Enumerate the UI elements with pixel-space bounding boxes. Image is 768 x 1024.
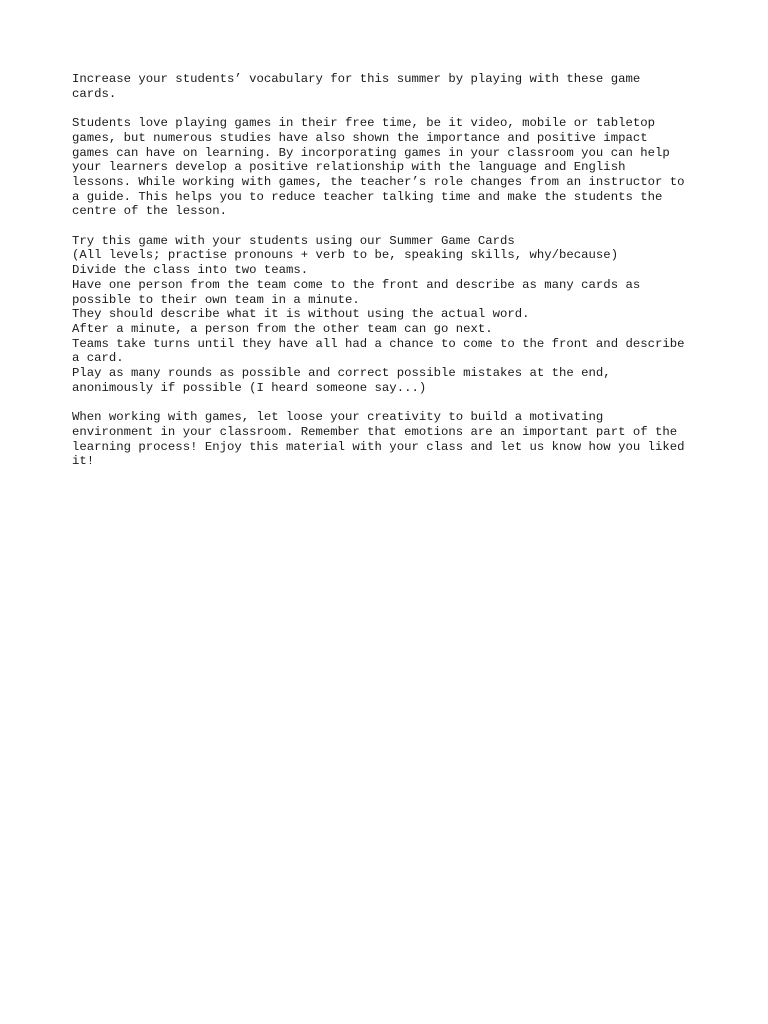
instructions-paragraph xyxy=(72,234,712,396)
text-line: cards. xyxy=(72,86,117,101)
intro-paragraph xyxy=(72,72,712,101)
text-line: games, but numerous studies have also shown the importance and positive impact xyxy=(72,130,648,145)
text-line: it! xyxy=(72,454,95,469)
text-line: (All levels; practise pronouns + verb to be, speaking skills, why/because) xyxy=(72,248,619,263)
text-line: games can have on learning. By incorporating games in your classroom you can help xyxy=(72,145,670,160)
text-line: a guide. This helps you to reduce teacher talking time and make the students the xyxy=(72,189,663,204)
text-line: learning process! Enjoy this material with your class and let us know how you liked xyxy=(72,439,685,454)
text-line: After a minute, a person from the other team can go next. xyxy=(72,321,493,336)
games-paragraph xyxy=(72,116,712,219)
text-line: Students love playing games in their free time, be it video, mobile or tabletop xyxy=(72,116,655,131)
text-line: When working with games, let loose your creativity to build a motivating xyxy=(72,410,604,425)
text-line: centre of the lesson. xyxy=(72,204,227,219)
text-line: possible to their own team in a minute. xyxy=(72,292,360,307)
text-line: Play as many rounds as possible and correct possible mistakes at the end, xyxy=(72,366,611,381)
text-line: Teams take turns until they have all had a chance to come to the front and describe xyxy=(72,336,685,351)
text-line: They should describe what it is without using the actual word. xyxy=(72,307,530,322)
text-line: your learners develop a positive relationship with the language and English xyxy=(72,160,626,175)
text-line: a card. xyxy=(72,351,124,366)
closing-paragraph xyxy=(72,410,712,469)
text-line: environment in your classroom. Remember that emotions are an important part of the xyxy=(72,424,678,439)
text-line: Have one person from the team come to the front and describe as many cards as xyxy=(72,277,641,292)
text-line: Try this game with your students using our Summer Game Cards xyxy=(72,233,515,248)
text-line: Divide the class into two teams. xyxy=(72,263,309,278)
document-page xyxy=(72,72,712,484)
text-line: lessons. While working with games, the teacher’s role changes from an instructor to xyxy=(72,174,685,189)
text-line: anonimously if possible (I heard someone say...) xyxy=(72,380,427,395)
text-line: Increase your students’ vocabulary for this summer by playing with these game xyxy=(72,72,641,86)
